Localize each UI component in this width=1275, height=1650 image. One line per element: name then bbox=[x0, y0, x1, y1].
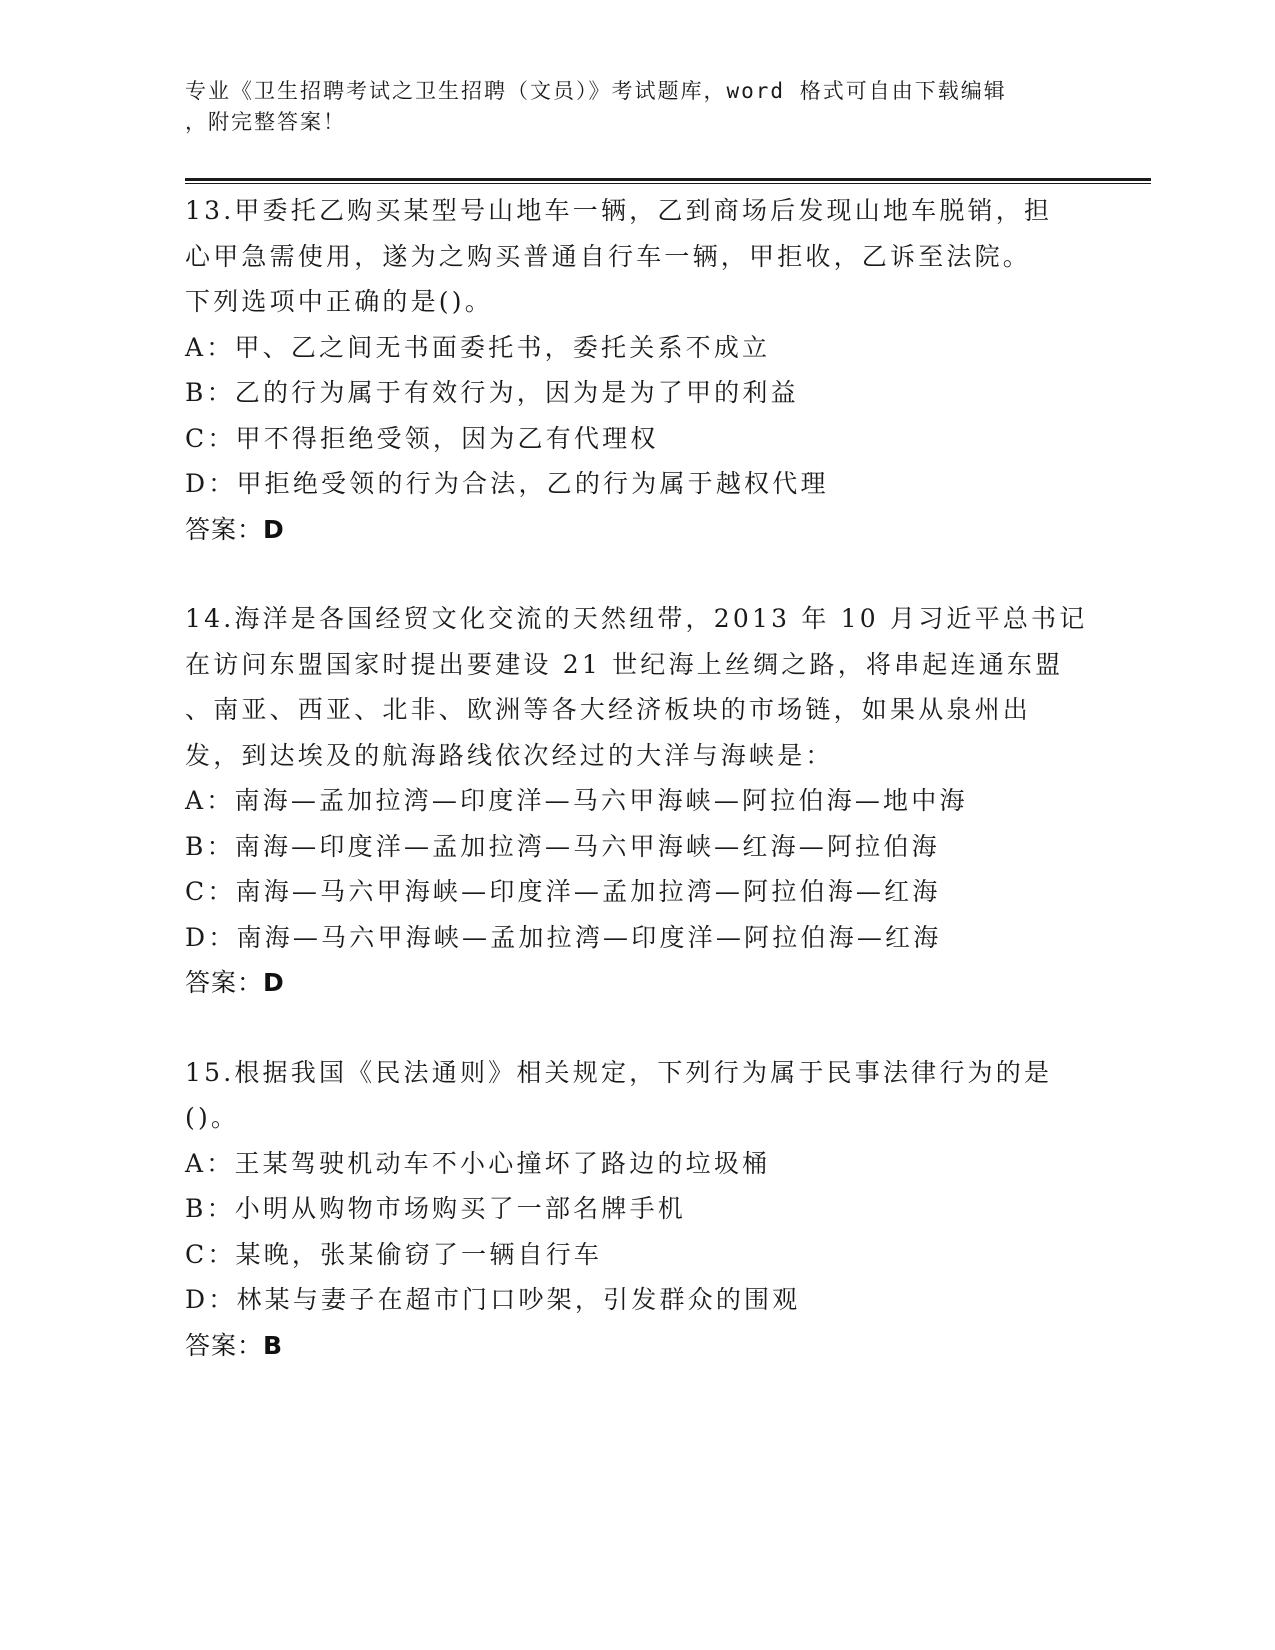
header-line-1: 专业《卫生招聘考试之卫生招聘（文员）》考试题库，word 格式可自由下载编辑 bbox=[185, 79, 1007, 103]
answer-line bbox=[185, 507, 1085, 553]
option-d: D：林某与妻子在超市门口吵架，引发群众的围观 bbox=[185, 1285, 801, 1314]
header-line-2: ，附完整答案！ bbox=[185, 110, 346, 134]
option-b: B：乙的行为属于有效行为，因为是为了甲的利益 bbox=[185, 378, 799, 407]
option-a: A：王某驾驶机动车不小心撞坏了路边的垃圾桶 bbox=[185, 1148, 771, 1178]
option-a: A：南海—孟加拉湾—印度洋—马六甲海峡—阿拉伯海—地中海 bbox=[185, 786, 968, 815]
answer-label: 答案： bbox=[185, 514, 264, 544]
document-header bbox=[185, 76, 1085, 138]
question-stem-line: 13.甲委托乙购买某型号山地车一辆，乙到商场后发现山地车脱销，担 bbox=[185, 196, 1053, 225]
header-divider-thin bbox=[185, 183, 1151, 184]
question-13 bbox=[185, 188, 1085, 552]
option-b: B：小明从购物市场购买了一部名牌手机 bbox=[185, 1194, 686, 1223]
option-a: A：甲、乙之间无书面委托书，委托关系不成立 bbox=[185, 332, 771, 362]
option-c: C：南海—马六甲海峡—印度洋—孟加拉湾—阿拉伯海—红海 bbox=[185, 877, 941, 906]
question-stem-line: 在访问东盟国家时提出要建设 21 世纪海上丝绸之路，将串起连通东盟 bbox=[185, 649, 1064, 679]
answer-line bbox=[185, 960, 1085, 1006]
option-c: C：甲不得拒绝受领，因为乙有代理权 bbox=[185, 423, 659, 453]
question-stem-line: 心甲急需使用，遂为之购买普通自行车一辆，甲拒收，乙诉至法院。 bbox=[185, 241, 1032, 271]
question-stem-line: 下列选项中正确的是()。 bbox=[185, 287, 493, 316]
answer-label: 答案： bbox=[185, 1330, 264, 1360]
answer-line bbox=[185, 1323, 1085, 1369]
answer-value: D bbox=[263, 514, 285, 544]
question-14 bbox=[185, 596, 1088, 1006]
answer-value: D bbox=[263, 968, 285, 997]
option-d: D：甲拒绝受领的行为合法，乙的行为属于越权代理 bbox=[185, 469, 829, 498]
answer-label: 答案： bbox=[185, 968, 264, 997]
question-stem-line: 15.根据我国《民法通则》相关规定，下列行为属于民事法律行为的是 bbox=[185, 1057, 1053, 1087]
question-stem-line: 发，到达埃及的航海路线依次经过的大洋与海峡是： bbox=[185, 740, 834, 770]
header-divider-thick bbox=[185, 178, 1151, 181]
question-list bbox=[185, 188, 1088, 1412]
question-stem-line: 、南亚、西亚、北非、欧洲等各大经济板块的市场链，如果从泉州出 bbox=[185, 695, 1032, 724]
question-15 bbox=[185, 1050, 1085, 1369]
question-stem-line: 14.海洋是各国经贸文化交流的天然纽带，2013 年 10 月习近平总书记 bbox=[185, 604, 1088, 633]
option-c: C：某晚，张某偷窃了一辆自行车 bbox=[185, 1239, 603, 1269]
answer-value: B bbox=[263, 1330, 284, 1360]
option-b: B：南海—印度洋—孟加拉湾—马六甲海峡—红海—阿拉伯海 bbox=[185, 831, 940, 861]
question-stem-line: ()。 bbox=[185, 1103, 240, 1132]
option-d: D：南海—马六甲海峡—孟加拉湾—印度洋—阿拉伯海—红海 bbox=[185, 922, 942, 952]
